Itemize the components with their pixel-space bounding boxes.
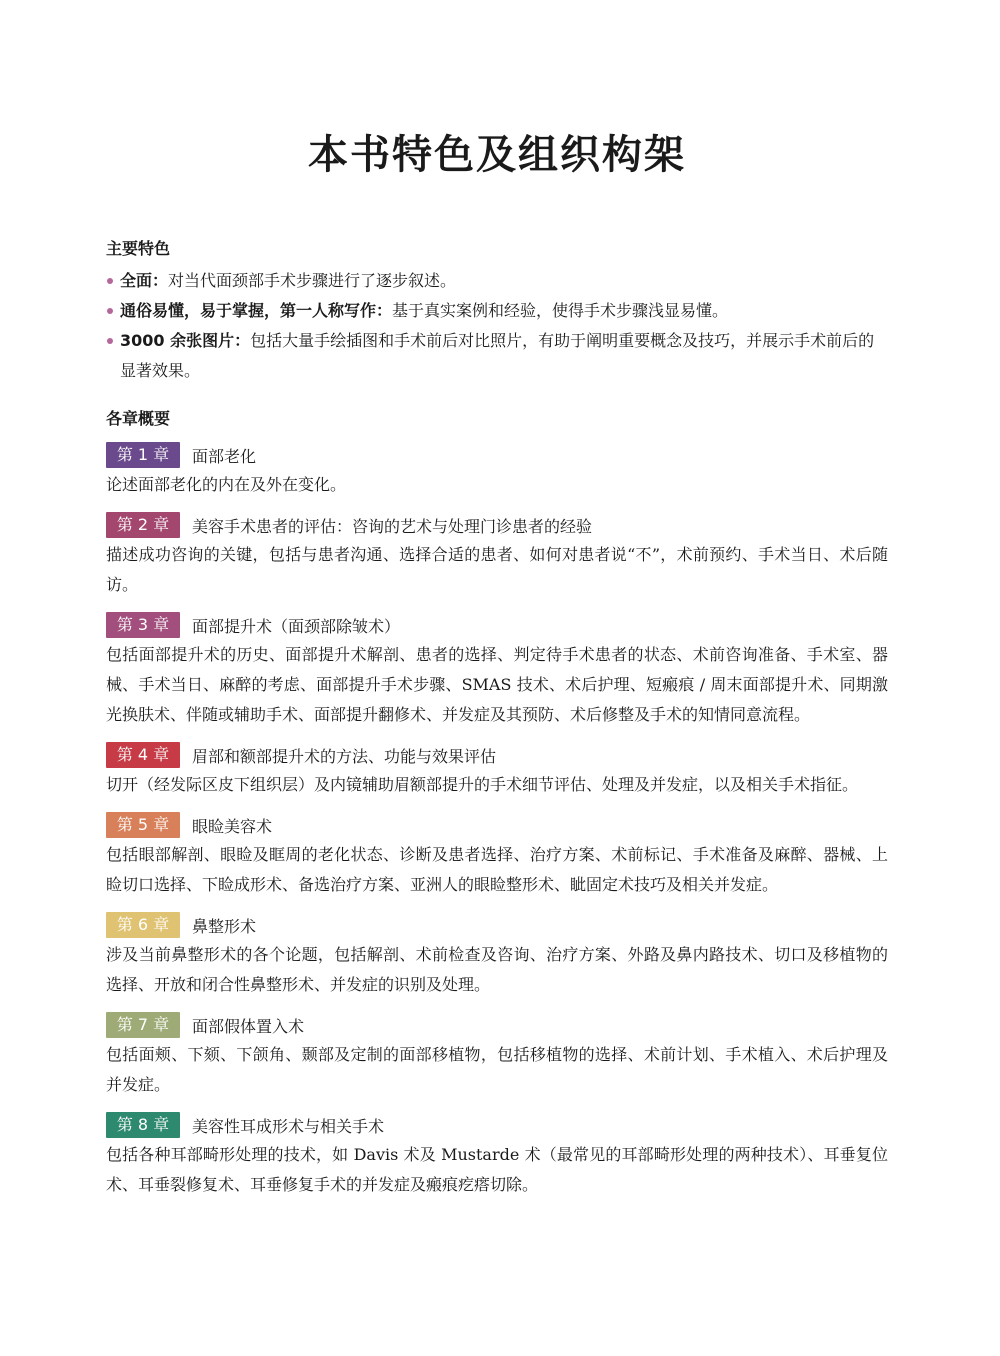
chapter-7	[106, 1012, 888, 1100]
chapter-badge: 第 6 章	[106, 912, 180, 938]
chapter-header	[106, 1112, 888, 1138]
feature-text: 对当代面颈部手术步骤进行了逐步叙述。	[168, 271, 457, 290]
chapter-badge: 第 2 章	[106, 512, 180, 538]
chapter-title: 面部老化	[192, 446, 257, 466]
chapter-title: 面部假体置入术	[192, 1016, 305, 1036]
chapter-4	[106, 742, 888, 800]
chapter-header	[106, 612, 888, 638]
chapter-header	[106, 912, 888, 938]
features-section	[106, 238, 888, 386]
features-heading: 主要特色	[106, 239, 171, 258]
feature-item	[106, 326, 888, 386]
feature-item	[106, 296, 888, 326]
chapter-8	[106, 1112, 888, 1200]
chapter-header	[106, 1012, 888, 1038]
chapter-description: 切开（经发际区皮下组织层）及内镜辅助眉额部提升的手术细节评估、处理及并发症，以及相关手术指征。	[106, 775, 859, 794]
chapter-description: 包括面颊、下颏、下颌角、颞部及定制的面部移植物，包括移植物的选择、术前计划、手术植入、术后护理及并发症。	[106, 1045, 888, 1094]
chapter-header	[106, 442, 888, 468]
chapter-badge: 第 8 章	[106, 1112, 180, 1138]
feature-text: 包括大量手绘插图和手术前后对比照片，有助于阐明重要概念及技巧，并展示手术前后的显著效果。	[120, 331, 875, 380]
chapter-description: 包括面部提升术的历史、面部提升术解剖、患者的选择、判定待手术患者的状态、术前咨询准备、手术室、器械、手术当日、麻醉的考虑、面部提升手术步骤、SMAS 技术、术后护理、短瘢痕 / 周末面部提升术、同期激光换肤术、伴随或辅助手术、面部提升翻修术、并发症及其预防、术后修整及手术的知情同意流程。	[106, 645, 888, 724]
feature-label: 全面：	[120, 271, 169, 290]
chapter-badge: 第 4 章	[106, 742, 180, 768]
chapter-title: 眉部和额部提升术的方法、功能与效果评估	[192, 746, 497, 766]
chapter-2	[106, 512, 888, 600]
chapter-badge: 第 3 章	[106, 612, 180, 638]
chapter-6	[106, 912, 888, 1000]
chapter-title: 美容性耳成形术与相关手术	[192, 1116, 385, 1136]
chapter-title: 鼻整形术	[192, 916, 257, 936]
chapter-header	[106, 742, 888, 768]
chapter-badge: 第 7 章	[106, 1012, 180, 1038]
chapter-title: 眼睑美容术	[192, 816, 273, 836]
feature-text: 基于真实案例和经验，使得手术步骤浅显易懂。	[392, 301, 729, 320]
features-list	[106, 266, 888, 386]
chapter-title: 面部提升术（面颈部除皱术）	[192, 616, 401, 636]
chapter-header	[106, 512, 888, 538]
chapter-title: 美容手术患者的评估：咨询的艺术与处理门诊患者的经验	[192, 516, 593, 536]
chapter-description: 包括眼部解剖、眼睑及眶周的老化状态、诊断及患者选择、治疗方案、术前标记、手术准备及麻醉、器械、上睑切口选择、下睑成形术、备选治疗方案、亚洲人的眼睑整形术、眦固定术技巧及相关并发症。	[106, 845, 888, 894]
chapter-header	[106, 812, 888, 838]
chapter-badge: 第 1 章	[106, 442, 180, 468]
chapter-description: 论述面部老化的内在及外在变化。	[106, 475, 347, 494]
chapter-badge: 第 5 章	[106, 812, 180, 838]
chapter-3	[106, 612, 888, 730]
page-title: 本书特色及组织构架	[308, 131, 686, 178]
chapter-description: 包括各种耳部畸形处理的技术，如 Davis 术及 Mustarde 术（最常见的耳部畸形处理的两种技术）、耳垂复位术、耳垂裂修复术、耳垂修复手术的并发症及瘢痕疙瘩切除。	[106, 1145, 888, 1194]
chapters-section	[106, 408, 888, 1200]
feature-label: 通俗易懂，易于掌握，第一人称写作：	[120, 301, 393, 320]
feature-label: 3000 余张图片：	[120, 331, 251, 350]
chapter-description: 涉及当前鼻整形术的各个论题，包括解剖、术前检查及咨询、治疗方案、外路及鼻内路技术、切口及移植物的选择、开放和闭合性鼻整形术、并发症的识别及处理。	[106, 945, 888, 994]
feature-item	[106, 266, 888, 296]
chapter-1	[106, 442, 888, 500]
chapter-description: 描述成功咨询的关键，包括与患者沟通、选择合适的患者、如何对患者说“不”，术前预约、手术当日、术后随访。	[106, 545, 888, 594]
chapters-heading: 各章概要	[106, 409, 171, 428]
chapter-5	[106, 812, 888, 900]
